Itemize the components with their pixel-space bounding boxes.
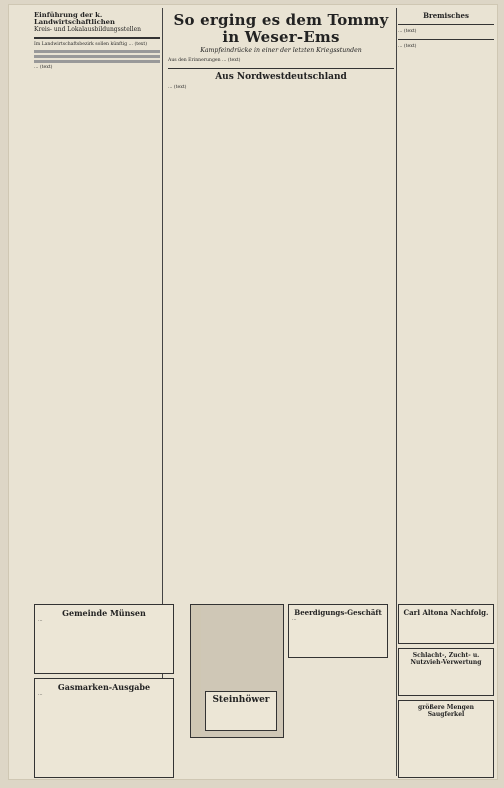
right-body-1: ... (text) — [398, 28, 417, 34]
center-column — [168, 12, 394, 91]
section-label: Aus Nordwestdeutschland — [215, 72, 347, 82]
left-headline: Einführung der k. Landwirtschaftlichen — [34, 11, 115, 27]
ad-gasmarken-title: Gasmarken-Ausgabe — [57, 682, 151, 692]
ad-steinhoewer — [205, 691, 277, 731]
left-subhead: Kreis- und Lokalausbildungsstellen — [34, 25, 142, 33]
ad-vieh-title: Schlacht-, Zucht- u. Nutzvieh-Verwertung — [410, 652, 482, 666]
ad-gasmarken: Gasmarken-Ausgabe ... — [34, 678, 174, 778]
ad-saugferkel-title: größere Mengen Saugferkel — [418, 704, 474, 718]
ad-vieh — [398, 648, 494, 696]
right-body-2: ... (text) — [398, 43, 417, 49]
ad-beerdigung: Beerdigungs-Geschäft ... — [288, 604, 388, 658]
left-body-2: ... (text) — [34, 64, 53, 70]
ad-steinhoewer-title: Steinhöwer — [212, 695, 270, 705]
ad-saugferkel — [398, 700, 494, 778]
column-divider — [396, 8, 397, 776]
ad-carl-altona-title: Carl Altona Nachfolg. — [403, 608, 489, 617]
ad-carl-altona — [398, 604, 494, 644]
right-headline: Bremisches — [423, 11, 469, 20]
ad-illustration — [190, 604, 284, 738]
center-body-1: Aus den Erinnerungen ... (text) — [168, 58, 241, 63]
center-headline: So erging es dem Tommy in Weser-Ems — [173, 11, 389, 46]
center-body-2: ... (text) — [168, 84, 187, 90]
ad-gemeinde-title: Gemeinde Münsen — [62, 608, 146, 618]
left-body-1: Im Landwirtschaftsbezirk sollen künftig ... (text) — [34, 41, 148, 47]
newspaper-page — [8, 4, 498, 780]
ad-beerdigung-title: Beerdigungs-Geschäft — [294, 608, 382, 617]
left-column — [34, 12, 160, 71]
ad-gemeinde: Gemeinde Münsen ... — [34, 604, 174, 674]
right-column — [398, 12, 494, 50]
center-subhead: Kampfeindrücke in einer der letzten Kriegsstunden — [200, 47, 362, 54]
